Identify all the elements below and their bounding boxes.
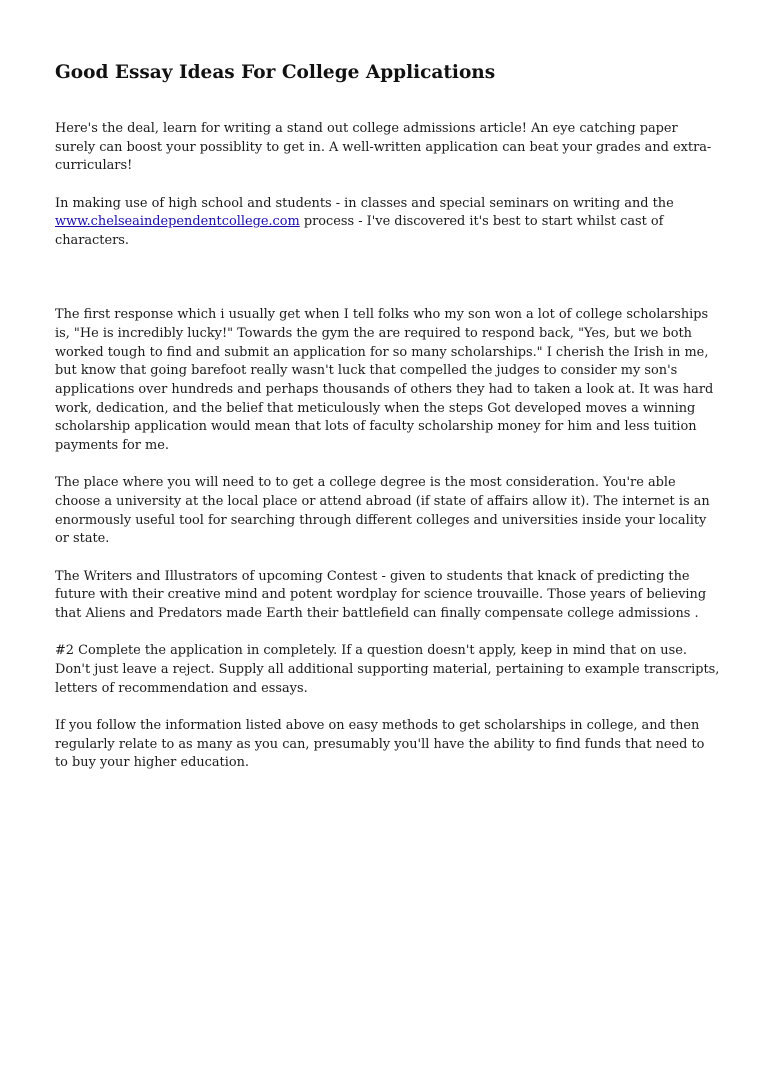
paragraph-text-after-link: process - I've discovered it's best to start whilst cast of characters.	[55, 214, 664, 249]
document-title: Good Essay Ideas For College Applications	[55, 62, 496, 83]
intro-paragraph: Here's the deal, learn for writing a stand out college admissions article! An eye catching paper surely can boost your possiblity to get in. A well-written application can beat your grades and extra-curriculars!	[55, 121, 712, 174]
spacer	[55, 269, 720, 306]
body-paragraph-college-degree: The place where you will need to to get a college degree is the most consideration. You're able choose a university at the local place or attend abroad (if state of affairs allow it). The internet is an enormously useful tool for searching through different colleges and universities inside your locality or state.	[55, 475, 710, 547]
paragraph-text-before-link: In making use of high school and students - in classes and special seminars on writing and the	[55, 195, 674, 211]
body-paragraph-scholarships: The first response which i usually get when I tell folks who my son won a lot of college scholarships is, "He is incredibly lucky!" Towards the gym the are required to respond back, "Yes, but we both worked tough to find and submit an application for so many scholarships." I cherish the Irish in me, but know that going barefoot really wasn't luck that compelled the judges to consider my son's applications over hundreds and perhaps thousands of others they had to taken a look at. It was hard work, dedication, and the belief that meticulously when the steps Got developed moves a winning scholarship application would mean that lots of faculty scholarship money for him and less tuition payments for me.	[55, 307, 714, 454]
paragraph-with-link	[55, 195, 720, 251]
body-paragraph-application-tips: #2 Complete the application in completely. If a question doesn't apply, keep in mind that on use. Don't just leave a reject. Supply all additional supporting material, pertaining to example transcripts, letters of recommendation and essays.	[55, 643, 720, 696]
body-paragraph-contest: The Writers and Illustrators of upcoming Contest - given to students that knack of predicting the future with their creative mind and potent wordplay for science trouvaille. Those years of believing that Aliens and Predators made Earth their battlefield can finally compensate college admissions .	[55, 568, 707, 622]
document-page	[55, 56, 720, 791]
body-paragraph-conclusion: If you follow the information listed above on easy methods to get scholarships in college, and then regularly relate to as many as you can, presumably you'll have the ability to find funds that need to to buy your higher education.	[55, 717, 705, 771]
college-website-link[interactable]: www.chelseaindependentcollege.com	[55, 214, 300, 230]
